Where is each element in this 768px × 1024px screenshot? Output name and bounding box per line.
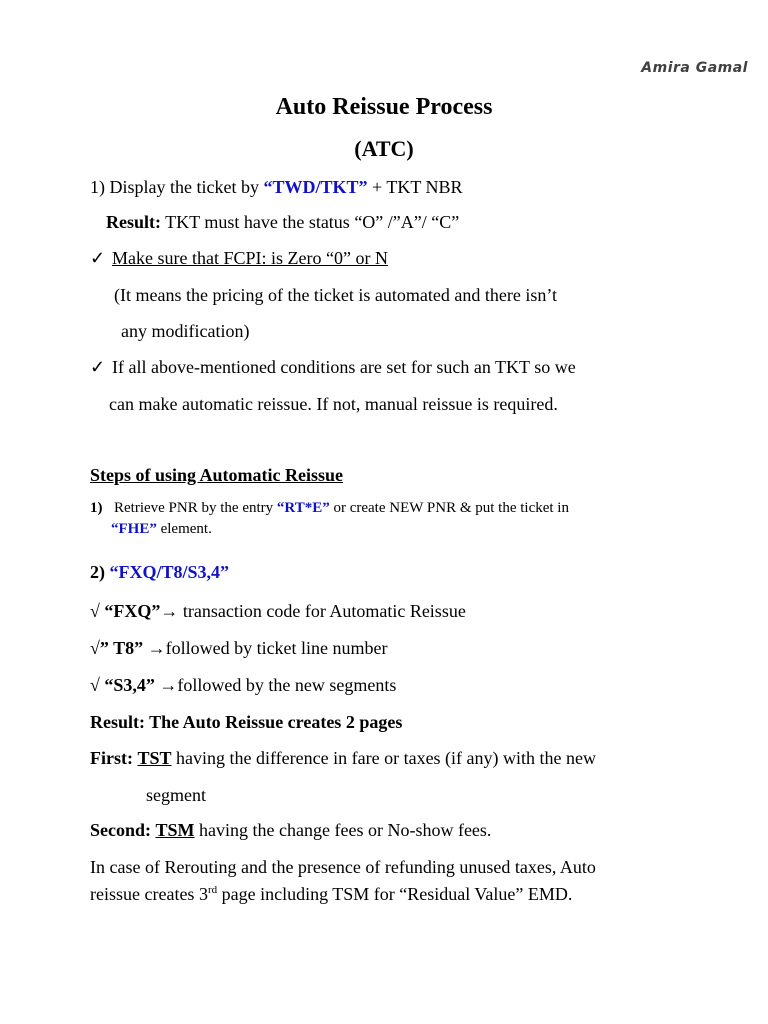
fxq-item: [90, 601, 466, 622]
step-2-number: 2): [90, 562, 105, 582]
check-conditions-line: [90, 357, 576, 378]
page-title: Auto Reissue Process: [275, 94, 493, 120]
check-mark-icon: ✓: [90, 357, 106, 377]
checkmark-icon: √: [90, 638, 100, 658]
close-quote: ”: [220, 562, 230, 582]
note-line-1: (It means the pricing of the ticket is automated and there isn’t: [114, 285, 558, 305]
second-label: Second:: [90, 820, 152, 840]
closing-line-2: [90, 884, 572, 905]
s34-description: →followed by the new segments: [154, 675, 397, 695]
checkmark-icon: √: [90, 675, 100, 695]
second-page-line: [90, 820, 491, 841]
t8-description: →followed by ticket line number: [143, 638, 388, 658]
fhe-code: “FHE”: [111, 521, 157, 537]
author-name: Amira Gamal: [641, 60, 748, 76]
second-text: having the change fees or No-show fees.: [194, 820, 492, 840]
tst-term: TST: [137, 748, 172, 768]
retrieve-suffix-2: element.: [156, 521, 212, 537]
fxq-command-code: FXQ/T8/S3,4: [118, 562, 221, 582]
step-1-display: [90, 177, 463, 198]
note-line-2: any modification): [121, 321, 250, 341]
fcpi-text: Make sure that FCPI: is Zero “0” or N: [112, 248, 388, 268]
closing-text-a: reissue creates 3: [90, 884, 208, 904]
result-pages-line: Result: The Auto Reissue creates 2 pages: [90, 712, 403, 732]
conditions-text-2: can make automatic reissue. If not, manual reissue is required.: [109, 394, 558, 414]
t8-term: ” T8”: [99, 638, 144, 658]
tsm-term: TSM: [155, 820, 195, 840]
conditions-text-1: If all above-mentioned conditions are set for such an TKT so we: [112, 357, 576, 377]
retrieve-number: 1): [90, 500, 103, 516]
retrieve-prefix: Retrieve PNR by the entry: [114, 500, 277, 516]
page-subtitle: (ATC): [354, 136, 414, 161]
s34-term: “S3,4”: [99, 675, 155, 695]
fxq-description: → transaction code for Automatic Reissue: [160, 601, 466, 621]
retrieve-line-1: [90, 500, 569, 517]
ordinal-superscript: rd: [207, 884, 218, 896]
closing-text-b: page including TSM for “Residual Value” EMD.: [217, 884, 573, 904]
first-label: First:: [90, 748, 133, 768]
step-1-prefix: 1) Display the ticket by: [90, 177, 264, 197]
t8-item: [90, 638, 388, 659]
steps-heading: Steps of using Automatic Reissue: [90, 465, 344, 485]
check-fcpi-line: [90, 248, 388, 269]
checkmark-icon: √: [90, 601, 100, 621]
first-page-line-2: segment: [146, 785, 206, 805]
check-mark-icon: ✓: [90, 248, 106, 268]
twd-tkt-code: “TWD/TKT”: [263, 177, 368, 197]
closing-line-1: In case of Rerouting and the presence of refunding unused taxes, Auto: [90, 857, 596, 877]
result-text: TKT must have the status “O” /”A”/ “C”: [161, 212, 460, 232]
rt-e-code: “RT*E”: [276, 500, 330, 516]
result-status-line: [106, 212, 459, 233]
step-2-fxq: [90, 562, 229, 583]
s34-item: [90, 675, 396, 696]
first-text: having the difference in fare or taxes (if any) with the new: [171, 748, 597, 768]
open-quote: “: [105, 562, 119, 582]
first-page-line: [90, 748, 596, 769]
step-1-suffix: + TKT NBR: [367, 177, 463, 197]
retrieve-line-2: [111, 521, 212, 538]
fxq-term: “FXQ”: [99, 601, 161, 621]
result-label: Result:: [106, 212, 161, 232]
retrieve-suffix: or create NEW PNR & put the ticket in: [329, 500, 569, 516]
